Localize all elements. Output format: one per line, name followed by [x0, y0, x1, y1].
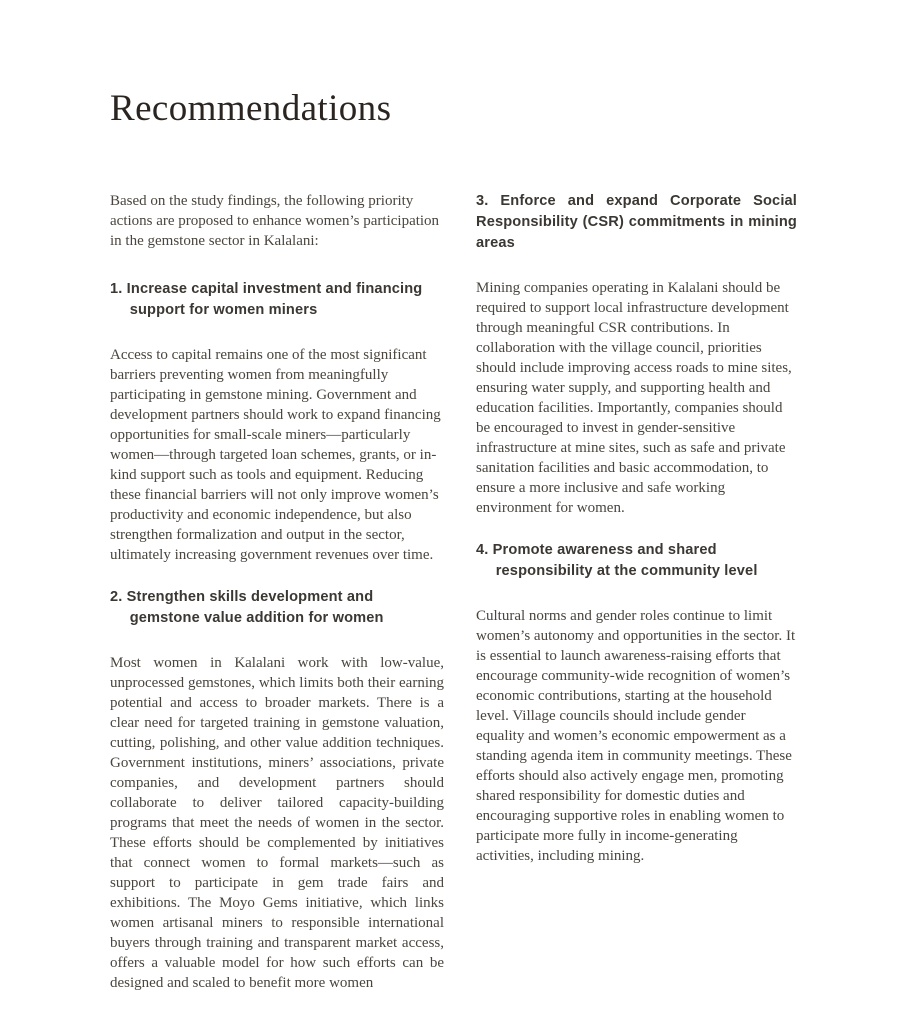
left-column [110, 191, 444, 1015]
right-column [476, 191, 797, 1015]
section-4-heading: 4. Promote awareness and shared responsibility at the community level [476, 541, 758, 579]
section-2-heading: 2. Strengthen skills development and gemstone value addition for women [110, 588, 384, 626]
two-column-layout [110, 191, 797, 1015]
section-4-body: Cultural norms and gender roles continue to limit women’s autonomy and opportunities in the sector. It is essential to launch awareness-raising efforts that encourage community-wide recognition of women’s economic contributions, starting at the household level. Village councils should include gender equality and women’s economic empowerment as a standing agenda item in community meetings. These efforts should also actively engage men, promoting shared responsibility for domestic duties and encouraging supportive roles in enabling women to participate more fully in income-generating activities, including mining. [476, 607, 796, 864]
section-3-body: Mining companies operating in Kalalani should be required to support local infrastructure development through meaningful CSR contributions. In collaboration with the village council, priorities should include improving access roads to mine sites, ensuring water supply, and supporting health and education facilities. Importantly, companies should be encouraged to invest in gender-sensitive infrastructure at mine sites, such as safe and private sanitation facilities and basic accommodation, to ensure a more inclusive and safe working environment for women. [476, 279, 792, 516]
section-1-heading: 1. Increase capital investment and financing support for women miners [110, 280, 423, 318]
section-3-heading: 3. Enforce and expand Corporate Social Responsibility (CSR) commitments in mining areas [476, 192, 797, 251]
section-2-body: Most women in Kalalani work with low-value, unprocessed gemstones, which limits both their earning potential and access to broader markets. There is a clear need for targeted training in gemstone valuation, cutting, polishing, and other value addition techniques. Government institutions, miners’ associations, private companies, and development partners should collaborate to deliver tailored capacity-building programs that meet the needs of women in the sector. These efforts should be complemented by initiatives that connect women to formal markets—such as support to participate in gem trade fairs and exhibitions. The Moyo Gems initiative, which links women artisanal miners to responsible international buyers through training and transparent market access, offers a valuable model for how such efforts can be designed and scaled to benefit more women [110, 654, 444, 991]
section-1-body: Access to capital remains one of the most significant barriers preventing women from meaningfully participating in gemstone mining. Government and development partners should work to expand financing opportunities for small-scale miners—particularly women—through targeted loan schemes, grants, or in-kind support such as tools and equipment. Reducing these financial barriers will not only improve women’s productivity and economic independence, but also strengthen formalization and output in the sector, ultimately increasing government revenues over time. [110, 346, 441, 563]
page-title: Recommendations [110, 88, 392, 129]
intro-paragraph: Based on the study findings, the following priority actions are proposed to enhance women’s participation in the gemstone sector in Kalalani: [110, 192, 440, 249]
